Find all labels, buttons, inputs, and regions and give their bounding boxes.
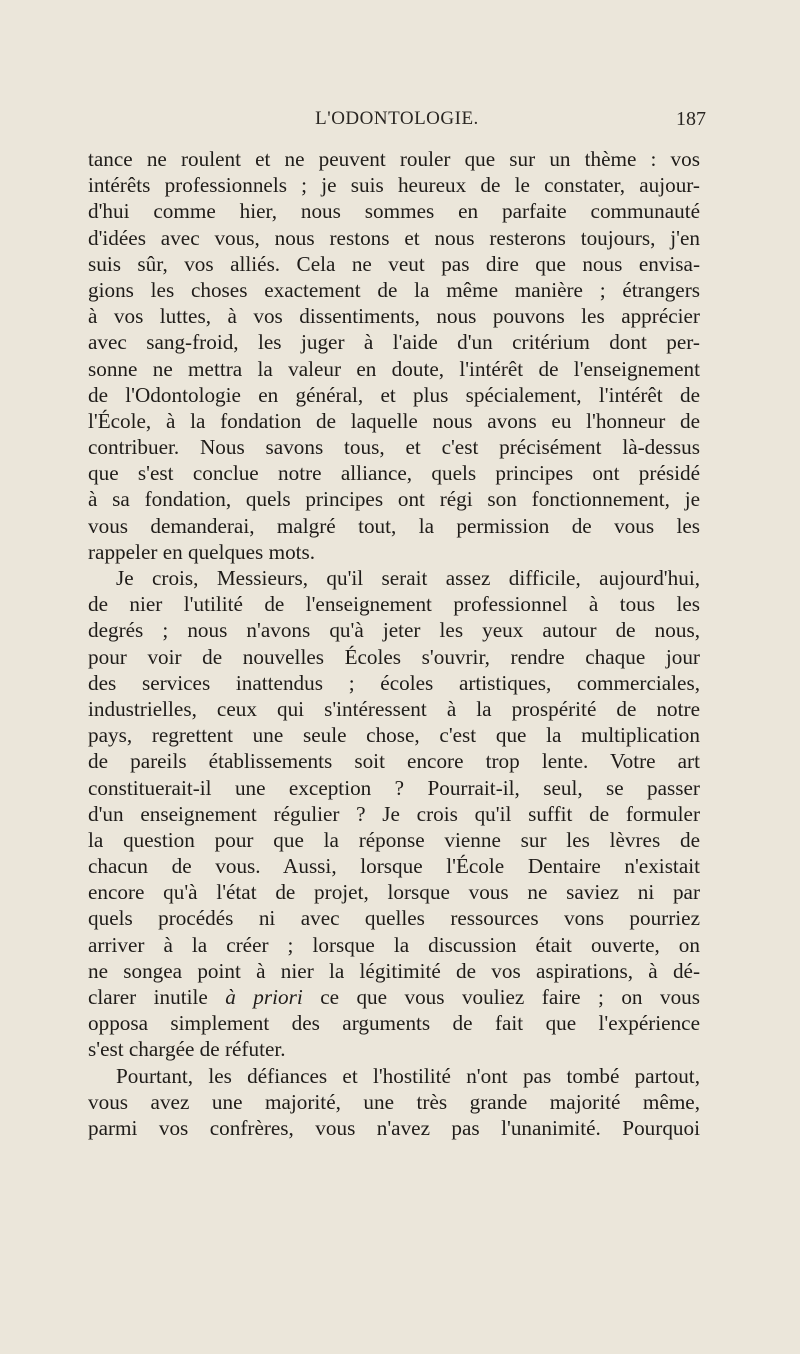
text-line: constituerait-il une exception ? Pourrait-il, seul, se passer	[88, 775, 700, 800]
text-line: chacun de vous. Aussi, lorsque l'École Dentaire n'existait	[88, 854, 700, 879]
italic-phrase: à priori	[225, 985, 303, 1009]
text-line: intérêts professionnels ; je suis heureux de le constater, aujour-	[88, 173, 700, 198]
text-line: des services inattendus ; écoles artistiques, commerciales,	[88, 670, 700, 695]
running-title: L'ODONTOLOGIE.	[315, 108, 479, 129]
text-line: de l'Odontologie en général, et plus spécialement, l'intérêt de	[88, 382, 700, 407]
text-line: encore qu'à l'état de projet, lorsque vous ne saviez ni par	[88, 880, 700, 905]
text-line: sonne ne mettra la valeur en doute, l'intérêt de l'enseignement	[88, 356, 700, 381]
text-line: quels procédés ni avec quelles ressources vons pourriez	[88, 906, 700, 931]
text-line: vous demanderai, malgré tout, la permission de vous les	[88, 513, 700, 538]
text-line: vous avez une majorité, une très grande majorité même,	[88, 1089, 700, 1114]
text-line: gions les choses exactement de la même manière ; étrangers	[88, 277, 700, 302]
text-line: la question pour que la réponse vienne sur les lèvres de	[88, 827, 700, 852]
text-line: degrés ; nous n'avons qu'à jeter les yeux autour de nous,	[88, 618, 700, 643]
text-line: l'École, à la fondation de laquelle nous avons eu l'honneur de	[88, 408, 700, 433]
text-line: arriver à la créer ; lorsque la discussion était ouverte, on	[88, 932, 700, 957]
text-line: d'idées avec vous, nous restons et nous resterons toujours, j'en	[88, 225, 700, 250]
text-line: de pareils établissements soit encore trop lente. Votre art	[88, 749, 700, 774]
text-line: d'un enseignement régulier ? Je crois qu'il suffit de formuler	[88, 801, 700, 826]
text-line: Pourtant, les défiances et l'hostilité n'ont pas tombé partout,	[116, 1063, 700, 1088]
text-line: s'est chargée de réfuter.	[88, 1037, 286, 1062]
text-line: avec sang-froid, les juger à l'aide d'un critérium dont per-	[88, 330, 700, 355]
text-line: ne songea point à nier la légitimité de vos aspirations, à dé-	[88, 958, 700, 983]
paragraph-2	[88, 565, 700, 1063]
text-line: pays, regrettent une seule chose, c'est que la multiplication	[88, 723, 700, 748]
text-line-italic: clarer inutile à priori ce que vous vouliez faire ; on vous	[88, 985, 701, 1009]
text-line: que s'est conclue notre alliance, quels principes ont présidé	[88, 461, 700, 486]
text-line: de nier l'utilité de l'enseignement professionnel à tous les	[88, 592, 700, 617]
text-line: pour voir de nouvelles Écoles s'ouvrir, rendre chaque jour	[88, 644, 700, 669]
text-line: industrielles, ceux qui s'intéressent à la prospérité de notre	[88, 696, 700, 721]
text-line: à vos luttes, à vos dissentiments, nous pouvons les apprécier	[88, 304, 700, 329]
paragraph-3	[88, 1063, 700, 1142]
text-line: suis sûr, vos alliés. Cela ne veut pas dire que nous envisa-	[88, 251, 700, 276]
text-line: rappeler en quelques mots.	[88, 539, 316, 564]
page-number: 187	[676, 108, 706, 130]
body-text	[88, 146, 700, 1141]
text-line: à sa fondation, quels principes ont régi son fonctionnement, je	[88, 487, 700, 512]
page-header	[88, 108, 706, 138]
text-line: tance ne roulent et ne peuvent rouler que sur un thème : vos	[88, 147, 700, 171]
text-line: Je crois, Messieurs, qu'il serait assez difficile, aujourd'hui,	[116, 566, 700, 590]
text-line: contribuer. Nous savons tous, et c'est précisément là-dessus	[88, 435, 700, 460]
text-line: opposa simplement des arguments de fait que l'expérience	[88, 1011, 700, 1036]
paragraph-1	[88, 146, 700, 565]
text-line: parmi vos confrères, vous n'avez pas l'unanimité. Pourquoi	[88, 1115, 700, 1140]
text-line: d'hui comme hier, nous sommes en parfaite communauté	[88, 199, 700, 224]
